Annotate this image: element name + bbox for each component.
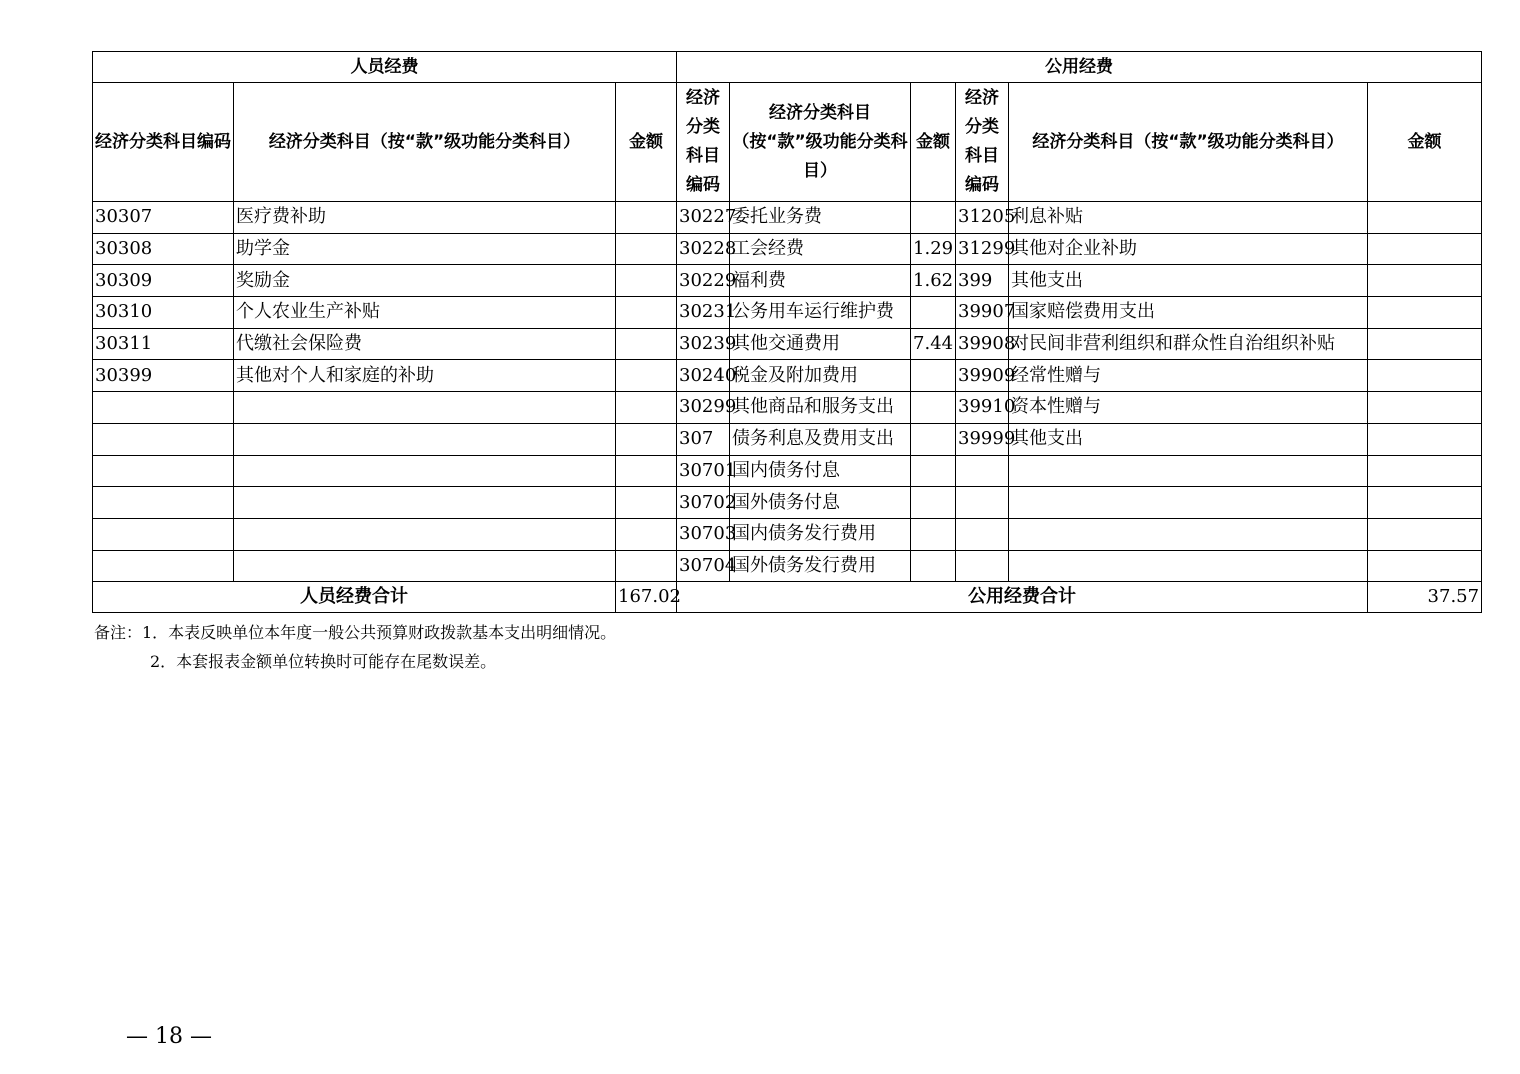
name-cell <box>234 423 616 455</box>
amount-cell <box>616 550 677 582</box>
amount-cell <box>616 297 677 329</box>
name-cell: 税金及附加费用 <box>730 360 911 392</box>
code-cell <box>93 455 234 487</box>
name-cell <box>1009 455 1368 487</box>
amount-cell <box>1368 392 1482 424</box>
code-cell: 30227 <box>677 202 730 234</box>
amount-cell: 1.29 <box>911 233 956 265</box>
code-cell: 39999 <box>956 423 1009 455</box>
code-cell: 39909 <box>956 360 1009 392</box>
code-cell: 39907 <box>956 297 1009 329</box>
code-cell <box>956 487 1009 519</box>
name-cell: 委托业务费 <box>730 202 911 234</box>
name-cell: 其他支出 <box>1009 423 1368 455</box>
code-cell <box>956 455 1009 487</box>
code-cell: 307 <box>677 423 730 455</box>
table-row <box>93 202 1482 234</box>
public-total-amount: 37.57 <box>1368 582 1482 613</box>
header-name-2: 经济分类科目（按“款”级功能分类科目） <box>730 83 911 202</box>
name-cell: 国外债务发行费用 <box>730 550 911 582</box>
amount-cell <box>911 360 956 392</box>
amount-cell <box>616 392 677 424</box>
table-row <box>93 550 1482 582</box>
code-cell <box>956 550 1009 582</box>
section-public-header: 公用经费 <box>677 52 1482 83</box>
name-cell: 国内债务付息 <box>730 455 911 487</box>
header-amount-1: 金额 <box>616 83 677 202</box>
code-cell: 31205 <box>956 202 1009 234</box>
name-cell: 工会经费 <box>730 233 911 265</box>
amount-cell <box>911 297 956 329</box>
name-cell: 福利费 <box>730 265 911 297</box>
table-row <box>93 297 1482 329</box>
code-cell <box>93 423 234 455</box>
table-row <box>93 518 1482 550</box>
name-cell: 债务利息及费用支出 <box>730 423 911 455</box>
section-personnel-header: 人员经费 <box>93 52 677 83</box>
code-cell: 30299 <box>677 392 730 424</box>
name-cell <box>234 487 616 519</box>
amount-cell <box>1368 360 1482 392</box>
note-1: 备注：1．本表反映单位本年度一般公共预算财政拨款基本支出明细情况。 <box>94 623 617 642</box>
amount-cell <box>1368 455 1482 487</box>
amount-cell <box>616 360 677 392</box>
header-amount-3: 金额 <box>1368 83 1482 202</box>
code-cell: 30229 <box>677 265 730 297</box>
amount-cell <box>911 423 956 455</box>
totals-row <box>93 582 1482 613</box>
amount-cell <box>1368 423 1482 455</box>
notes <box>94 618 616 676</box>
name-cell: 助学金 <box>234 233 616 265</box>
name-cell <box>1009 487 1368 519</box>
header-code-3: 经济分类科目编码 <box>956 83 1009 202</box>
amount-cell <box>616 265 677 297</box>
amount-cell <box>911 518 956 550</box>
code-cell: 30311 <box>93 328 234 360</box>
code-cell: 30307 <box>93 202 234 234</box>
name-cell: 公务用车运行维护费 <box>730 297 911 329</box>
amount-cell <box>616 202 677 234</box>
table-row <box>93 328 1482 360</box>
code-cell: 30702 <box>677 487 730 519</box>
code-cell: 39908 <box>956 328 1009 360</box>
name-cell: 奖励金 <box>234 265 616 297</box>
header-amount-2: 金额 <box>911 83 956 202</box>
amount-cell <box>1368 233 1482 265</box>
amount-cell <box>911 550 956 582</box>
header-name-3: 经济分类科目（按“款”级功能分类科目） <box>1009 83 1368 202</box>
table-body <box>93 202 1482 582</box>
code-cell: 30701 <box>677 455 730 487</box>
table-row <box>93 392 1482 424</box>
personnel-total-label: 人员经费合计 <box>93 582 616 613</box>
amount-cell <box>1368 265 1482 297</box>
name-cell: 利息补贴 <box>1009 202 1368 234</box>
table-row <box>93 423 1482 455</box>
code-cell <box>93 487 234 519</box>
name-cell: 其他对企业补助 <box>1009 233 1368 265</box>
header-code-1: 经济分类科目编码 <box>93 83 234 202</box>
name-cell: 对民间非营利组织和群众性自治组织补贴 <box>1009 328 1368 360</box>
name-cell: 国家赔偿费用支出 <box>1009 297 1368 329</box>
name-cell: 经常性赠与 <box>1009 360 1368 392</box>
amount-cell <box>911 487 956 519</box>
name-cell: 个人农业生产补贴 <box>234 297 616 329</box>
amount-cell: 1.62 <box>911 265 956 297</box>
amount-cell <box>616 423 677 455</box>
amount-cell: 7.44 <box>911 328 956 360</box>
personnel-total-amount: 167.02 <box>616 582 677 613</box>
code-cell <box>93 392 234 424</box>
code-cell: 30704 <box>677 550 730 582</box>
amount-cell <box>1368 518 1482 550</box>
name-cell <box>234 550 616 582</box>
code-cell: 30309 <box>93 265 234 297</box>
name-cell <box>234 455 616 487</box>
page-number: — 18 — <box>126 1024 212 1049</box>
name-cell: 其他交通费用 <box>730 328 911 360</box>
amount-cell <box>911 392 956 424</box>
name-cell: 其他对个人和家庭的补助 <box>234 360 616 392</box>
amount-cell <box>1368 328 1482 360</box>
code-cell: 30399 <box>93 360 234 392</box>
name-cell <box>1009 518 1368 550</box>
amount-cell <box>616 487 677 519</box>
table-row <box>93 265 1482 297</box>
amount-cell <box>1368 550 1482 582</box>
header-name-1: 经济分类科目（按“款”级功能分类科目） <box>234 83 616 202</box>
table-row <box>93 487 1482 519</box>
code-cell <box>93 518 234 550</box>
note-2: 2．本套报表金额单位转换时可能存在尾数误差。 <box>150 652 497 671</box>
amount-cell <box>616 455 677 487</box>
code-cell: 30240 <box>677 360 730 392</box>
name-cell: 医疗费补助 <box>234 202 616 234</box>
code-cell: 30239 <box>677 328 730 360</box>
public-total-label: 公用经费合计 <box>677 582 1368 613</box>
name-cell: 资本性赠与 <box>1009 392 1368 424</box>
code-cell: 30310 <box>93 297 234 329</box>
amount-cell <box>911 455 956 487</box>
name-cell: 其他商品和服务支出 <box>730 392 911 424</box>
table-row <box>93 233 1482 265</box>
name-cell <box>1009 550 1368 582</box>
amount-cell <box>616 328 677 360</box>
code-cell: 399 <box>956 265 1009 297</box>
budget-detail-table <box>92 51 1482 613</box>
amount-cell <box>1368 487 1482 519</box>
amount-cell <box>616 233 677 265</box>
name-cell <box>234 518 616 550</box>
name-cell: 其他支出 <box>1009 265 1368 297</box>
table-row <box>93 455 1482 487</box>
code-cell: 39910 <box>956 392 1009 424</box>
name-cell: 国外债务付息 <box>730 487 911 519</box>
amount-cell <box>616 518 677 550</box>
code-cell <box>956 518 1009 550</box>
code-cell: 30228 <box>677 233 730 265</box>
name-cell: 国内债务发行费用 <box>730 518 911 550</box>
name-cell <box>234 392 616 424</box>
amount-cell <box>911 202 956 234</box>
code-cell: 30308 <box>93 233 234 265</box>
code-cell <box>93 550 234 582</box>
amount-cell <box>1368 297 1482 329</box>
header-code-2: 经济分类科目编码 <box>677 83 730 202</box>
code-cell: 30703 <box>677 518 730 550</box>
code-cell: 30231 <box>677 297 730 329</box>
table-row <box>93 360 1482 392</box>
name-cell: 代缴社会保险费 <box>234 328 616 360</box>
code-cell: 31299 <box>956 233 1009 265</box>
amount-cell <box>1368 202 1482 234</box>
